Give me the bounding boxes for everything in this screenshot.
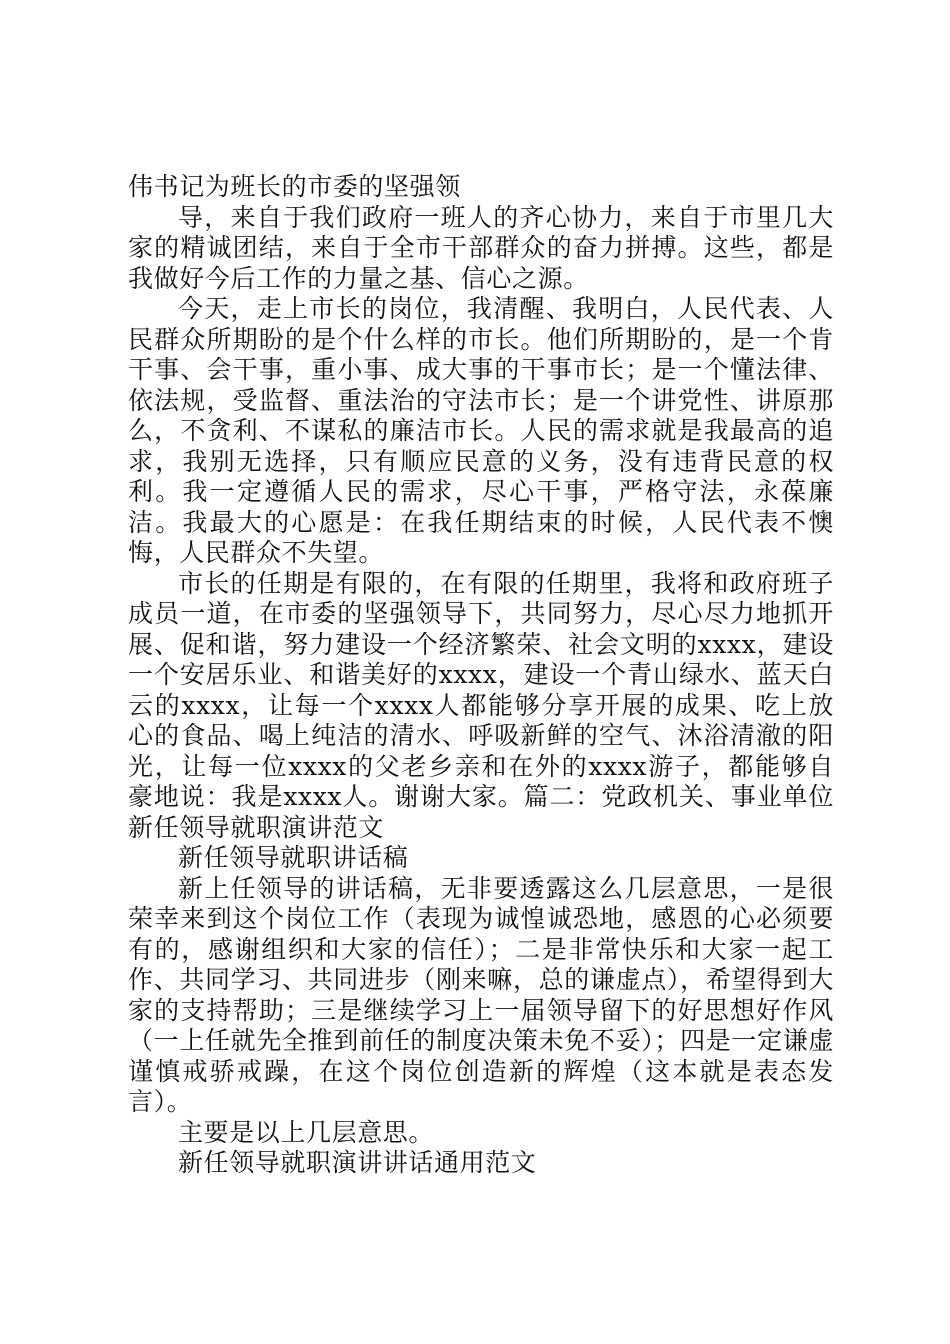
paragraph-speech-points: 新上任领导的讲话稿，无非要透露这么几层意思，一是很荣幸来到这个岗位工作（表现为诚惶诚恐地，感恩的心必须要有的，感谢组织和大家的信任）；二是非常快乐和大家一起工作、共同学习、共同进步（刚来嘛，总的谦虚点），希望得到大家的支持帮助；三是继续学习上一届领导留下的好思想好作风（一上任就先全推到前任的制度决策未免不妥）；四是一定谦虚谨慎戒骄戒躁，在这个岗位创造新的辉煌（这本就是表态发言）。 — [128, 873, 834, 1116]
section-title-speech-draft: 新任领导就职讲话稿 — [178, 843, 409, 872]
paragraph-continuation: 伟书记为班长的市委的坚强领 — [128, 172, 461, 201]
paragraph-summary: 主要是以上几层意思。 — [178, 1117, 435, 1147]
document-body — [128, 172, 834, 1179]
paragraph-mayor-term: 市长的任期是有限的，在有限的任期里，我将和政府班子成员一道，在市委的坚强领导下，共同努力，尽心尽力地抓开展、促和谐，努力建设一个经济繁荣、社会文明的xxxx，建设一个安居乐业、和谐美好的xxxx，建设一个青山绿水、蓝天白云的xxxx，让每一个xxxx人都能够分享开展的成果、吃上放心的食品、喝上纯洁的清水、呼吸新鲜的空气、沐浴清澈的阳光，让每一位xxxx的父老乡亲和在外的xxxx游子，都能够自豪地说：我是xxxx人。谢谢大家。篇二：党政机关、事业单位新任领导就职演讲范文 — [128, 568, 834, 842]
paragraph-thanks: 导，来自于我们政府一班人的齐心协力，来自于市里几大家的精诚团结，来自于全市干部群众的奋力拼搏。这些，都是我做好今后工作的力量之基、信心之源。 — [128, 202, 834, 293]
section-title-general-template: 新任领导就职演讲讲话通用范文 — [178, 1148, 537, 1177]
paragraph-mayor-expectations: 今天，走上市长的岗位，我清醒、我明白，人民代表、人民群众所期盼的是个什么样的市长。他们所期盼的，是一个肯干事、会干事，重小事、成大事的干事市长；是一个懂法律、依法规，受监督、重法治的守法市长；是一个讲党性、讲原那么，不贪利、不谋私的廉洁市长。人民的需求就是我最高的追求，我别无选择，只有顺应民意的义务，没有违背民意的权利。我一定遵循人民的需求，尽心干事，严格守法，永葆廉洁。我最大的心愿是：在我任期结束的时候，人民代表不懊悔，人民群众不失望。 — [128, 294, 834, 567]
